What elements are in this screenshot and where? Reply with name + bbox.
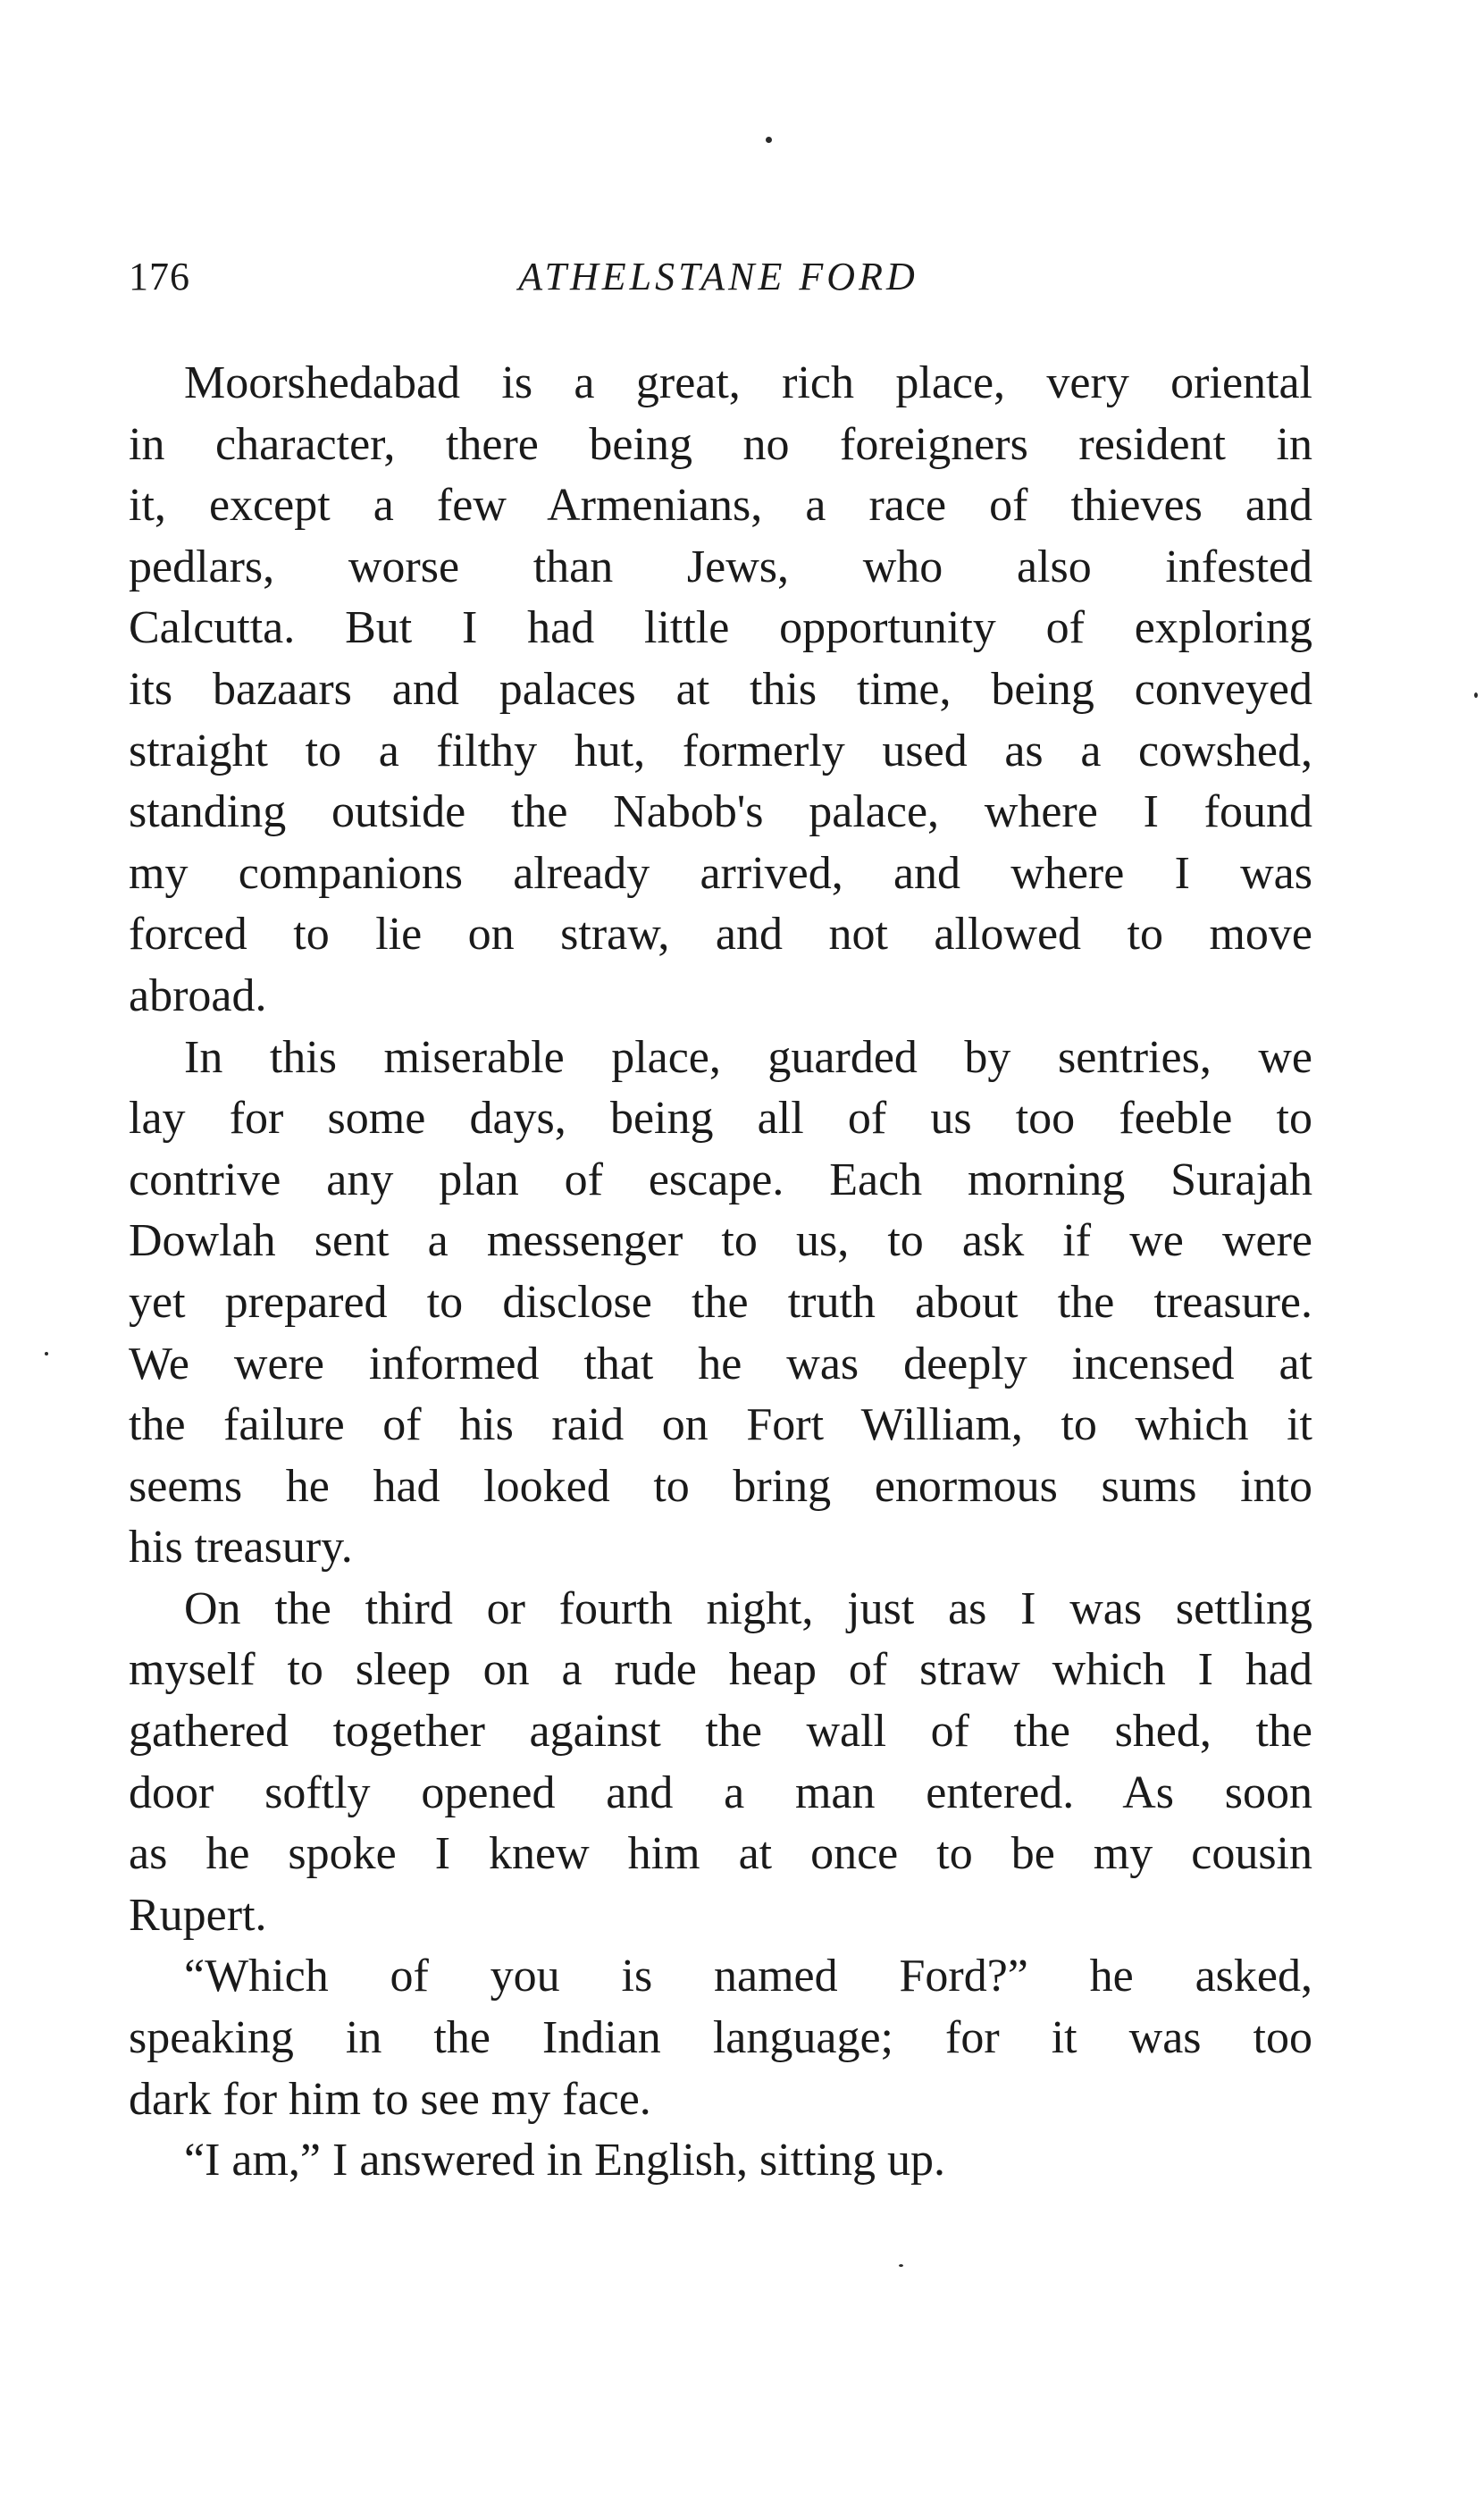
text-line: its bazaars and palaces at this time, being conveyed [129,663,1312,715]
text-line: in character, there being no foreigners resident in [129,418,1312,470]
text-line: “Which of you is named Ford?” he asked, [184,1951,1312,2002]
text-line: On the third or fourth night, just as I was settling [184,1582,1312,1634]
text-line: seems he had looked to bring enormous sums into [129,1460,1312,1512]
text-line: In this miserable place, guarded by sentries, we [184,1031,1312,1083]
text-line: speaking in the Indian language; for it was too [129,2012,1312,2064]
text-line: standing outside the Nabob's palace, where I found [129,786,1312,838]
text-line: yet prepared to disclose the truth about the treasure. [129,1276,1312,1328]
text-line: We were informed that he was deeply incensed at [129,1338,1312,1389]
text-line: Dowlah sent a messenger to us, to ask if we were [129,1215,1312,1267]
text-line: myself to sleep on a rude heap of straw which I had [129,1644,1312,1696]
text-line: Calcutta. But I had little opportunity of exploring [129,602,1312,654]
text-line: my companions already arrived, and where I was [129,847,1312,899]
paragraph [129,1946,1312,2130]
text-line: it, except a few Armenians, a race of thieves and [129,480,1312,532]
paragraph [129,2130,1312,2192]
text-line: lay for some days, being all of us too feeble to [129,1093,1312,1145]
text-line: Moorshedabad is a great, rich place, very oriental [184,357,1312,408]
text-line: “I am,” I answered in English, sitting up. [184,2135,946,2186]
text-line: as he spoke I knew him at once to be my cousin [129,1828,1312,1880]
print-speck [1474,692,1478,698]
text-line: Rupert. [129,1889,267,1941]
paragraph [129,1579,1312,1947]
paragraph [129,1028,1312,1579]
text-line: dark for him to see my face. [129,2073,651,2125]
text-line: contrive any plan of escape. Each morning Surajah [129,1154,1312,1205]
paragraph [129,353,1312,1028]
print-speck [766,137,772,143]
text-line: gathered together against the wall of the shed, the [129,1706,1312,1758]
text-line: straight to a filthy hut, formerly used as a cowshed, [129,725,1312,776]
page-number: 176 [129,255,190,298]
text-line: pedlars, worse than Jews, who also infested [129,541,1312,592]
print-speck [45,1352,48,1355]
text-line: his treasury. [129,1522,353,1574]
body-text [129,353,1312,2192]
text-line: abroad. [129,969,267,1021]
print-speck [899,2264,903,2267]
page-header [129,250,1308,304]
text-line: door softly opened and a man entered. As soon [129,1767,1312,1818]
text-line: the failure of his raid on Fort William, to which it [129,1399,1312,1451]
text-line: forced to lie on straw, and not allowed to move [129,909,1312,961]
running-title: ATHELSTANE FORD [518,255,918,298]
